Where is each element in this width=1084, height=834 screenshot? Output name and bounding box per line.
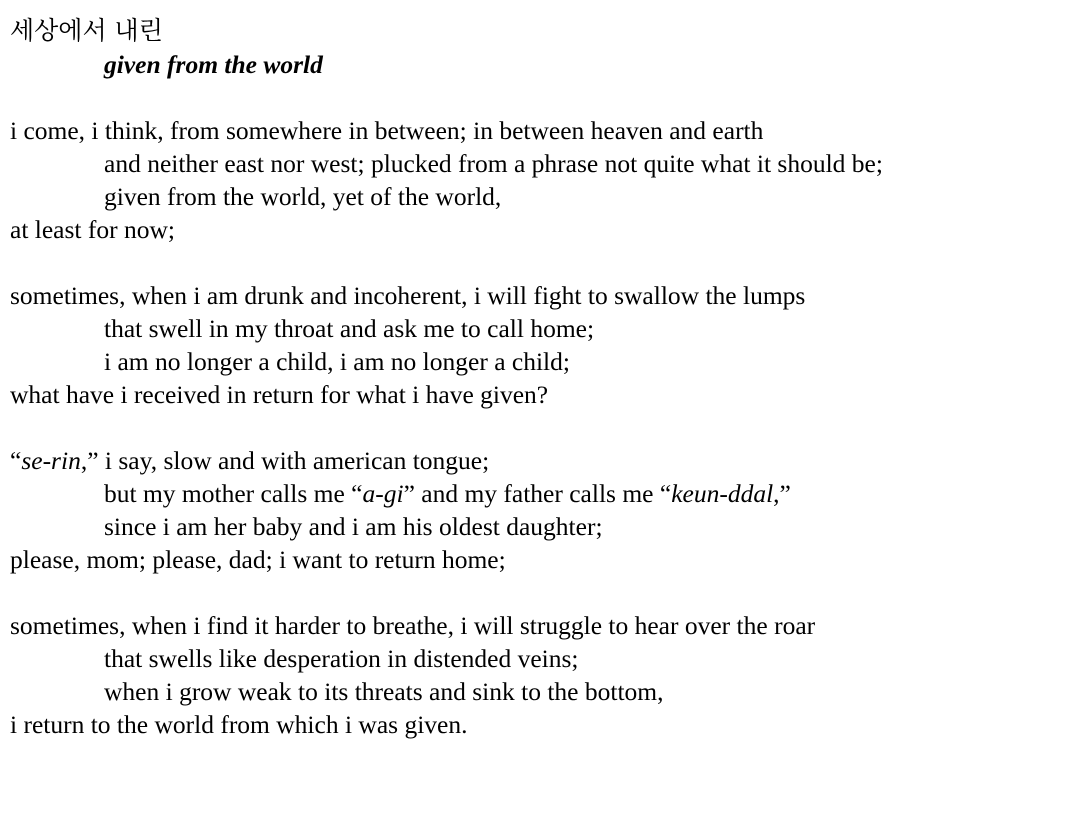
line-text: given from the world, yet of the world,: [104, 182, 502, 211]
poem-title-english: given from the world: [104, 50, 323, 79]
line-text: “: [10, 446, 22, 475]
line-text: ” and my father calls me “: [403, 479, 672, 508]
stanza: [10, 114, 1080, 246]
line-text: but my mother calls me “: [104, 479, 363, 508]
italic-word: a-gi: [362, 479, 404, 508]
line-text: ,” i say, slow and with american tongue;: [80, 446, 490, 475]
line-text: i come, i think, from somewhere in between; in between heaven and earth: [10, 116, 764, 145]
poem-title-korean: 세상에서 내린: [10, 16, 163, 45]
line-text: ,”: [773, 479, 791, 508]
stanza: [10, 609, 1080, 741]
poem-line: [10, 114, 1080, 147]
line-text: when i grow weak to its threats and sink to the bottom,: [104, 677, 664, 706]
line-text: i am no longer a child, i am no longer a child;: [104, 347, 570, 376]
italic-word: se-rin: [21, 446, 81, 475]
line-text: and neither east nor west; plucked from a phrase not quite what it should be;: [104, 149, 883, 178]
poem-line: [10, 510, 1080, 543]
line-text: sometimes, when i am drunk and incoherent, i will fight to swallow the lumps: [10, 281, 806, 310]
line-text: at least for now;: [10, 215, 175, 244]
line-text: since i am her baby and i am his oldest daughter;: [104, 512, 603, 541]
line-text: what have i received in return for what i have given?: [10, 380, 549, 409]
poem-body: [10, 114, 1080, 741]
poem-line: [10, 708, 1080, 741]
poem-line: [10, 609, 1080, 642]
poem-line: [10, 378, 1080, 411]
poem-line: [10, 312, 1080, 345]
line-text: that swells like desperation in distended veins;: [104, 644, 579, 673]
stanza: [10, 444, 1080, 576]
poem-line: [10, 675, 1080, 708]
poem-line: [10, 180, 1080, 213]
poem-line: [10, 642, 1080, 675]
poem-line: [10, 279, 1080, 312]
line-text: that swell in my throat and ask me to call home;: [104, 314, 595, 343]
poem-line: [10, 543, 1080, 576]
poem-line: [10, 147, 1080, 180]
line-text: sometimes, when i find it harder to breathe, i will struggle to hear over the roar: [10, 611, 816, 640]
poem-line: [10, 213, 1080, 246]
line-text: please, mom; please, dad; i want to return home;: [10, 545, 506, 574]
poem-line: [10, 345, 1080, 378]
stanza: [10, 279, 1080, 411]
poem-document: [10, 14, 1080, 741]
poem-line: [10, 477, 1080, 510]
italic-word: keun-ddal: [671, 479, 774, 508]
line-text: i return to the world from which i was given.: [10, 710, 468, 739]
poem-line: [10, 444, 1080, 477]
